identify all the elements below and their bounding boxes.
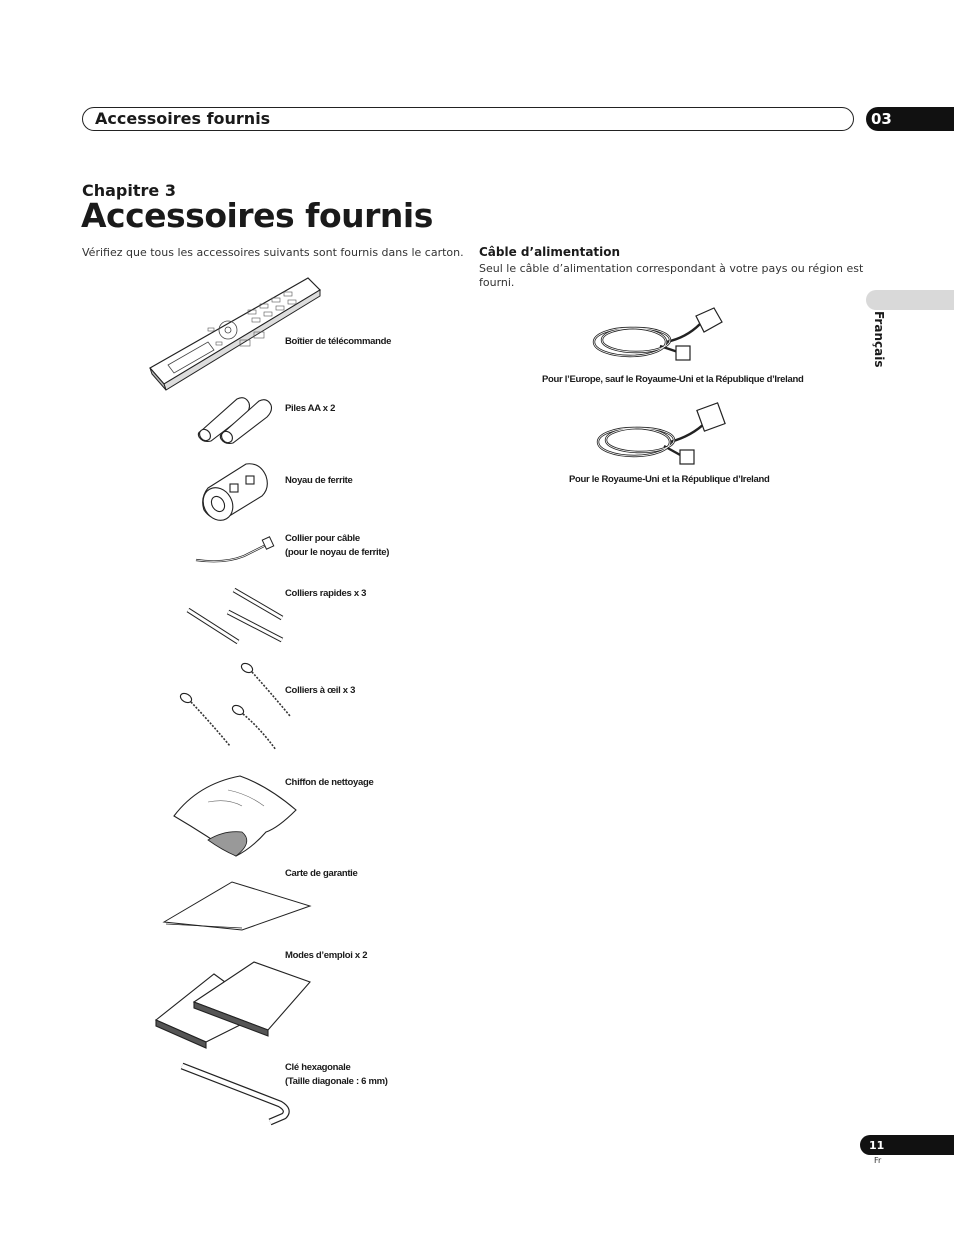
uk-power-cable-icon — [594, 398, 734, 470]
manuals-icon — [154, 960, 314, 1052]
item-label-ferrite: Noyau de ferrite — [285, 475, 353, 486]
ferrite-core-icon — [196, 458, 276, 528]
item-label-cloth: Chiffon de nettoyage — [285, 777, 374, 788]
page-number: 11 — [860, 1135, 954, 1155]
eye-ties-icon — [180, 662, 296, 752]
item-label-manuals: Modes d’emploi x 2 — [285, 950, 368, 961]
power-cable-heading: Câble d’alimentation — [479, 245, 621, 259]
item-label-eye-ties: Colliers à œil x 3 — [285, 685, 356, 696]
page-language-code: Fr — [874, 1156, 882, 1165]
language-label: Français — [872, 311, 886, 368]
power-cable-text: Seul le câble d’alimentation correspondant à votre pays ou région est fourni. — [479, 262, 864, 289]
eu-cable-caption: Pour l’Europe, sauf le Royaume-Uni et la République d’Ireland — [542, 374, 804, 385]
language-tab — [866, 290, 954, 310]
cleaning-cloth-icon — [168, 772, 300, 860]
item-label-hex-key: Clé hexagonale (Taille diagonale : 6 mm) — [285, 1062, 388, 1087]
header-title: Accessoires fournis — [95, 109, 271, 128]
chapter-number-tab: 03 — [866, 107, 954, 131]
batteries-icon — [193, 393, 283, 443]
chapter-label: Chapitre 3 — [82, 181, 176, 200]
item-label-warranty: Carte de garantie — [285, 868, 358, 879]
warranty-card-icon — [162, 878, 314, 932]
item-label-batteries: Piles AA x 2 — [285, 403, 336, 414]
item-label-remote: Boîtier de télécommande — [285, 336, 392, 347]
page-title: Accessoires fournis — [81, 196, 433, 235]
uk-cable-caption: Pour le Royaume-Uni et la République d’Ireland — [569, 474, 770, 485]
intro-text: Vérifiez que tous les accessoires suivants sont fournis dans le carton. — [82, 246, 464, 259]
item-label-quick-ties: Colliers rapides x 3 — [285, 588, 367, 599]
item-label-cable-tie: Collier pour câble (pour le noyau de ferrite) — [285, 533, 390, 558]
cable-tie-icon — [194, 534, 284, 570]
hex-key-icon — [176, 1060, 296, 1126]
eu-power-cable-icon — [590, 302, 730, 366]
quick-ties-icon — [180, 586, 290, 652]
